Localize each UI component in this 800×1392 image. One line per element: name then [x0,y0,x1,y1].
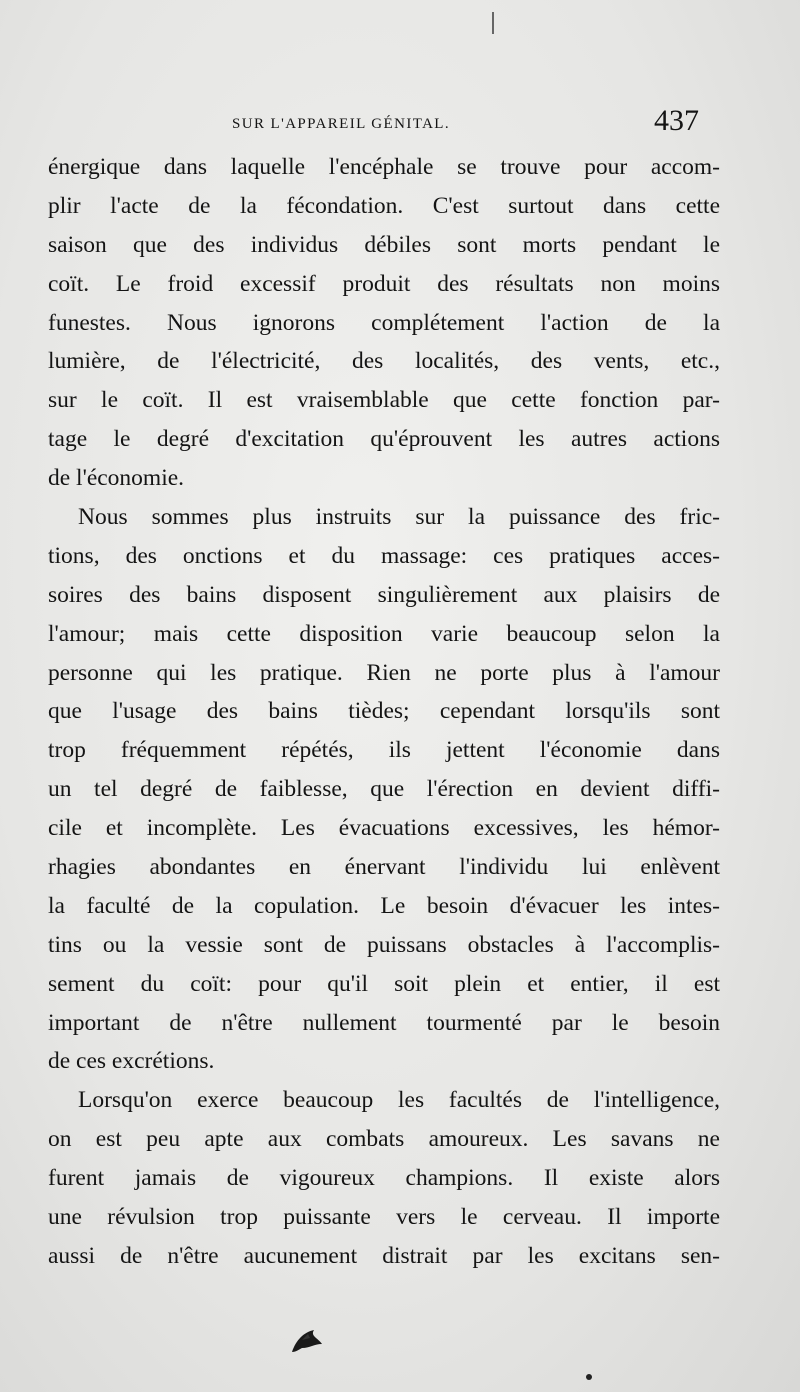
text-line: une révulsion trop puissante vers le cerveau. Il importe [48,1204,720,1231]
text-line: énergique dans laquelle l'encéphale se trouve pour accom- [48,154,720,180]
text-line: important de n'être nullement tourmenté par le besoin [48,1009,720,1036]
text-line: on est peu apte aux combats amoureux. Les savans ne [48,1126,720,1153]
page-header [0,100,800,140]
text-line: tins ou la vessie sont de puissans obstacles à l'accomplis- [48,931,720,958]
body-text [48,148,720,1276]
page-number: 437 [654,104,699,137]
text-line: cile et incomplète. Les évacuations excessives, les hémor- [48,815,720,842]
printer-ornament-icon [288,1326,328,1356]
text-line: un tel degré de faiblesse, que l'érection en devient diffi- [48,776,720,803]
text-line: plir l'acte de la fécondation. C'est surtout dans cette [48,192,720,219]
text-line: soires des bains disposent singulièrement aux plaisirs de [48,581,720,608]
text-line: sement du coït: pour qu'il soit plein et entier, il est [48,970,720,997]
text-line: Lorsqu'on exerce beaucoup les facultés de l'intelligence, [78,1087,720,1114]
text-line: l'amour; mais cette disposition varie beaucoup selon la [48,620,720,647]
top-margin-mark [492,12,494,34]
text-line: furent jamais de vigoureux champions. Il existe alors [48,1165,720,1192]
ink-speck [586,1374,592,1380]
text-line: Nous sommes plus instruits sur la puissance des fric- [78,504,720,531]
text-line: aussi de n'être aucunement distrait par les excitans sen- [48,1242,720,1269]
text-line: sur le coït. Il est vraisemblable que cette fonction par- [48,387,720,414]
text-line: la faculté de la copulation. Le besoin d'évacuer les intes- [48,892,720,919]
text-line: coït. Le froid excessif produit des résultats non moins [48,270,720,297]
text-line: personne qui les pratique. Rien ne porte plus à l'amour [48,659,720,686]
text-line: tions, des onctions et du massage: ces pratiques acces- [48,542,720,569]
text-line: saison que des individus débiles sont morts pendant le [48,231,720,258]
text-line: funestes. Nous ignorons complétement l'action de la [48,309,720,336]
text-line: de ces excrétions. [48,1048,215,1075]
text-line: de l'économie. [48,465,185,492]
text-line: lumière, de l'électricité, des localités, des vents, etc., [48,348,720,375]
text-line: rhagies abondantes en énervant l'individu lui enlèvent [48,854,720,881]
text-line: trop fréquemment répétés, ils jettent l'économie dans [48,737,720,764]
text-line: que l'usage des bains tièdes; cependant lorsqu'ils sont [48,698,720,725]
text-line: tage le degré d'excitation qu'éprouvent les autres actions [48,426,720,453]
running-head: SUR L'APPAREIL GÉNITAL. [232,116,451,132]
